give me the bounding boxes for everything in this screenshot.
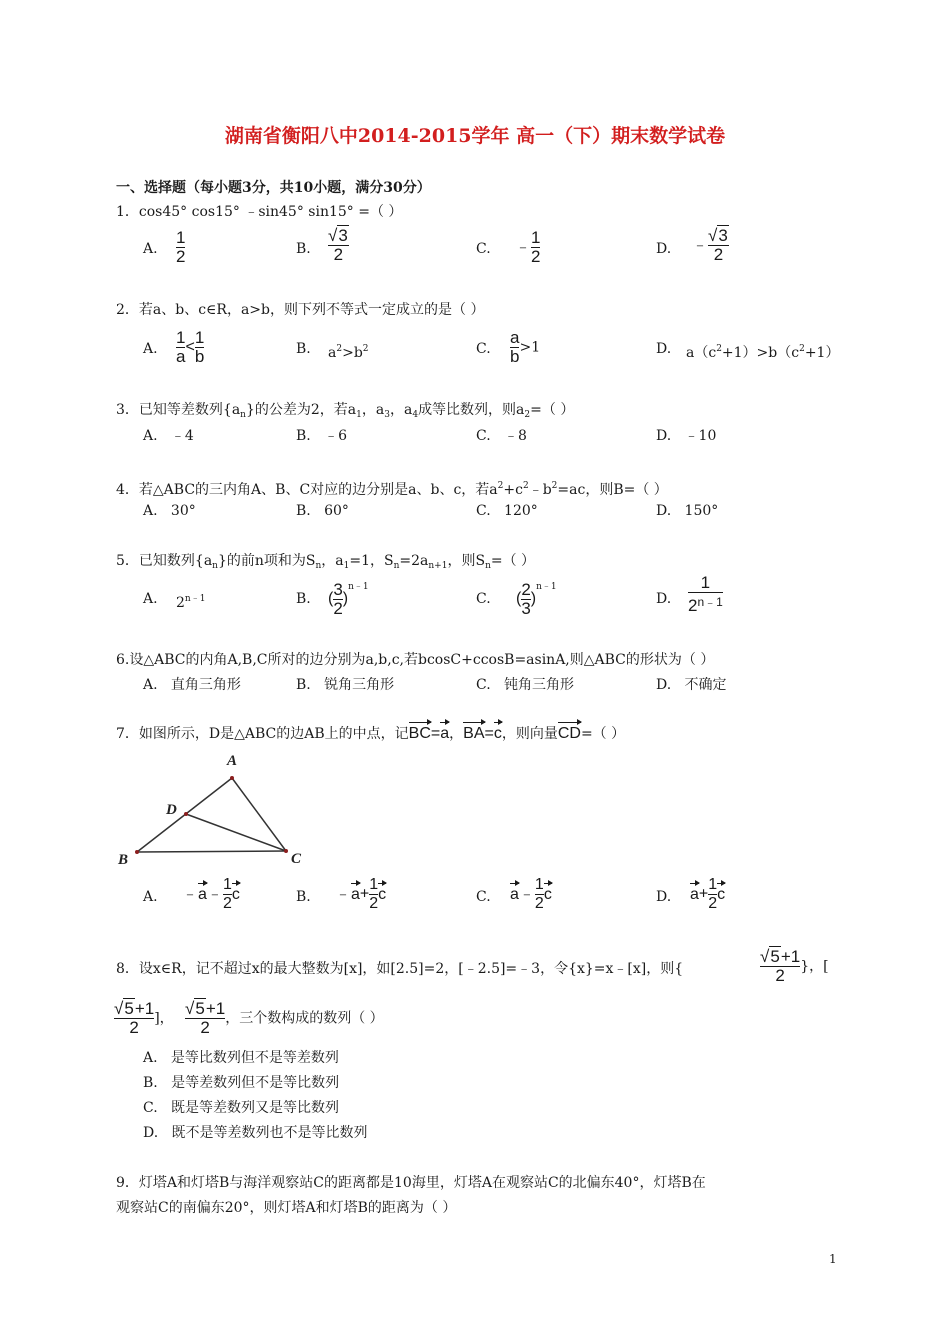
q6-option-c: C. 钝角三角形 (476, 677, 575, 693)
page-title: 湖南省衡阳八中2014-2015学年 高一（下）期末数学试卷 (224, 125, 726, 147)
q7-option-d-label: D. (656, 889, 672, 905)
q7-option-a: ﹣a﹣ $\frac{1}{2}$ c (182, 876, 240, 912)
q1-option-a-label: A. (143, 241, 158, 257)
q2-option-a: $\frac{1}{a}$ < $\frac{1}{b}$ (176, 328, 205, 366)
q2-option-b-label: B. (296, 341, 311, 357)
question-4-stem: 4．若△ABC的三内角A、B、C对应的边分别是a、b、c，若$a^2+c^2﹣b^2=ac$，则B=（ ） (116, 481, 668, 498)
question-6-stem: 6.设△ABC的内角A,B,C所对的边分别为a,b,c,若bcosC+ccosB=asinA,则△ABC的形状为（ ） (116, 652, 715, 668)
label-a: A (227, 753, 238, 769)
point-b (135, 850, 139, 854)
question-3-stem: 3．已知等差数列$\{a_n\}$的公差为2，若$a_1$，$a_3$，$a_4$成等比数列，则$a_2=$（ ） (116, 402, 575, 420)
q7-option-b: ﹣a+ $\frac{1}{2}$ c (335, 876, 387, 912)
q7-option-c-label: C. (476, 889, 491, 905)
q2-option-d: $a(c^2+1)>b(c^2+1)$ (686, 344, 840, 361)
q8-fraction-2: $\frac{√5+1}{2}$ ]， (114, 999, 174, 1037)
q6-option-a: A. 直角三角形 (143, 677, 241, 693)
q3-option-c: C. ﹣8 (476, 428, 527, 444)
q2-option-d-label: D. (656, 341, 672, 357)
q2-option-a-label: A. (143, 341, 158, 357)
question-9-stem-line1: 9．灯塔A和灯塔B与海洋观察站C的距离都是10海里，灯塔A在观察站C的北偏东40°，灯塔B在 (116, 1175, 706, 1191)
q6-option-b: B. 锐角三角形 (296, 677, 395, 693)
q8-option-a: A. 是等比数列但不是等差数列 (143, 1050, 339, 1066)
q6-option-d: D. 不确定 (656, 677, 727, 693)
q1-option-a: $\frac{1}{2}$ (176, 228, 186, 266)
question-5-stem: 5．已知数列$\{a_n\}$的前n项和为$S_n$，$a_1=1$，$S_n=2a_{n+1}$，则$S_n=$（ ） (116, 553, 536, 571)
q8-fraction-3: $\frac{√5+1}{2}$ ，三个数构成的数列（ ） (185, 999, 384, 1037)
q3-option-d: D. ﹣10 (656, 428, 717, 444)
question-8-stem-line1: 8．设x∈R，记不超过x的最大整数为[x]，如[2.5]=2，[﹣2.5]=﹣3，令{x}=x﹣[x]，则{ (116, 961, 684, 977)
side-ac (232, 778, 286, 851)
q8-option-d: D. 既不是等差数列也不是等比数列 (143, 1125, 368, 1141)
q8-option-b: B. 是等差数列但不是等比数列 (143, 1075, 340, 1091)
q7-option-c: a﹣ $\frac{1}{2}$ c (510, 876, 552, 912)
section-heading: 一、选择题（每小题3分，共10小题，满分30分） (116, 180, 431, 196)
q4-option-d: D. 150° (656, 503, 719, 519)
segment-cd (186, 814, 286, 851)
q5-option-c: ( $\frac{2}{3}$ )$^{n﹣1}$ (516, 579, 557, 618)
question-9-stem-line2: 观察站C的南偏东20°，则灯塔A和灯塔B的距离为（ ） (116, 1200, 457, 1216)
q7-option-b-label: B. (296, 889, 311, 905)
q5-option-c-label: C. (476, 591, 491, 607)
q7-option-a-label: A. (143, 889, 158, 905)
label-c: C (291, 851, 302, 867)
question-2-stem: 2．若a、b、c∈R，a>b，则下列不等式一定成立的是（ ） (116, 302, 485, 318)
question-7-stem: 7．如图所示，D是△ABC的边AB上的中点，记BC=a，BA=c，则向量CD=（ ） (116, 725, 626, 742)
triangle-figure (110, 748, 310, 872)
q4-option-c: C. 120° (476, 503, 538, 519)
side-bc (137, 851, 286, 852)
point-c (284, 849, 288, 853)
q2-option-b: $a^2>b^2$ (328, 344, 369, 361)
label-b: B (118, 852, 129, 868)
q2-option-c: $\frac{a}{b}$ >1 (510, 328, 541, 366)
question-1-stem: 1．cos45° cos15° ﹣sin45° sin15° =（ ） (116, 204, 403, 220)
q5-option-a: $2^{n﹣1}$ (176, 594, 206, 611)
q5-option-b-label: B. (296, 591, 311, 607)
page-number: 1 (829, 1252, 837, 1266)
q4-option-a: A. 30° (143, 503, 196, 519)
q5-option-a-label: A. (143, 591, 158, 607)
q5-option-b: ( $\frac{3}{2}$ )$^{n﹣1}$ (328, 579, 369, 618)
q1-option-d: ﹣ $\frac{√3}{2}$ (692, 226, 728, 264)
q1-option-c-label: C. (476, 241, 491, 257)
point-d (184, 812, 188, 816)
q1-option-b-label: B. (296, 241, 311, 257)
label-d: D (166, 802, 177, 818)
q1-option-b: $\frac{√3}{2}$ (328, 226, 348, 264)
q1-option-c: ﹣ $\frac{1}{2}$ (515, 228, 541, 266)
q7-option-d: a+ $\frac{1}{2}$ c (690, 876, 726, 912)
q2-option-c-label: C. (476, 341, 491, 357)
q4-option-b: B. 60° (296, 503, 349, 519)
q1-option-d-label: D. (656, 241, 672, 257)
q5-option-d: $\frac{1}{2^{n﹣1}}$ (688, 573, 723, 615)
q3-option-a: A. ﹣4 (143, 428, 194, 444)
point-a (230, 776, 234, 780)
q3-option-b: B. ﹣6 (296, 428, 348, 444)
q8-fraction-1: $\frac{√5+1}{2}$ }，[ (760, 947, 829, 985)
q8-option-c: C. 既是等差数列又是等比数列 (143, 1100, 340, 1116)
q5-option-d-label: D. (656, 591, 672, 607)
